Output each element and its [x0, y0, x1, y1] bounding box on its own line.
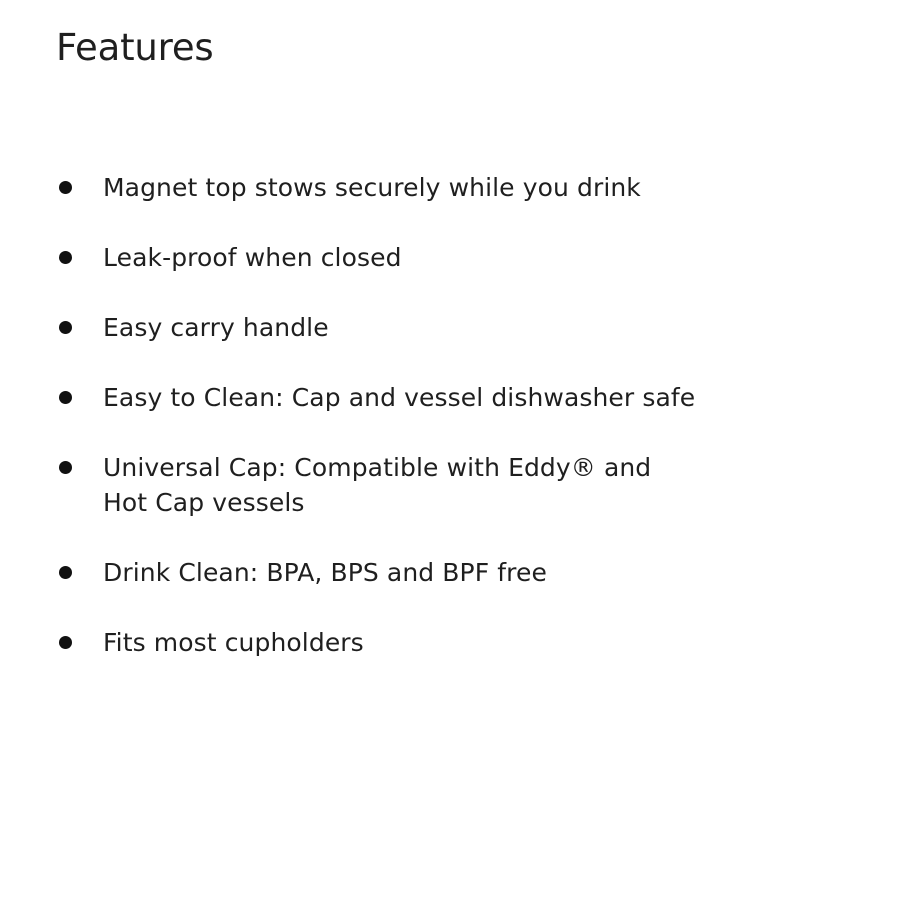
feature-text: [103, 450, 651, 520]
bullet-icon: [59, 461, 72, 474]
feature-text: [103, 170, 641, 205]
bullet-icon: [59, 181, 72, 194]
feature-text: [103, 380, 695, 415]
feature-text: [103, 625, 364, 660]
feature-text-line: Drink Clean: BPA, BPS and BPF free: [103, 558, 547, 587]
feature-text-line: Hot Cap vessels: [103, 488, 305, 517]
bullet-icon: [59, 636, 72, 649]
feature-text: [103, 240, 402, 275]
feature-text-line: Leak-proof when closed: [103, 243, 402, 272]
bullet-icon: [59, 391, 72, 404]
bullet-icon: [59, 566, 72, 579]
feature-text-line: Fits most cupholders: [103, 628, 364, 657]
feature-text: [103, 310, 329, 345]
feature-text-line: Easy carry handle: [103, 313, 329, 342]
feature-text-line: Magnet top stows securely while you drink: [103, 173, 641, 202]
feature-text-line: Universal Cap: Compatible with Eddy® and: [103, 453, 652, 482]
bullet-icon: [59, 251, 72, 264]
features-heading: Features: [56, 26, 214, 69]
bullet-icon: [59, 321, 72, 334]
feature-text-line: Easy to Clean: Cap and vessel dishwasher safe: [103, 383, 696, 412]
feature-text: [103, 555, 547, 590]
